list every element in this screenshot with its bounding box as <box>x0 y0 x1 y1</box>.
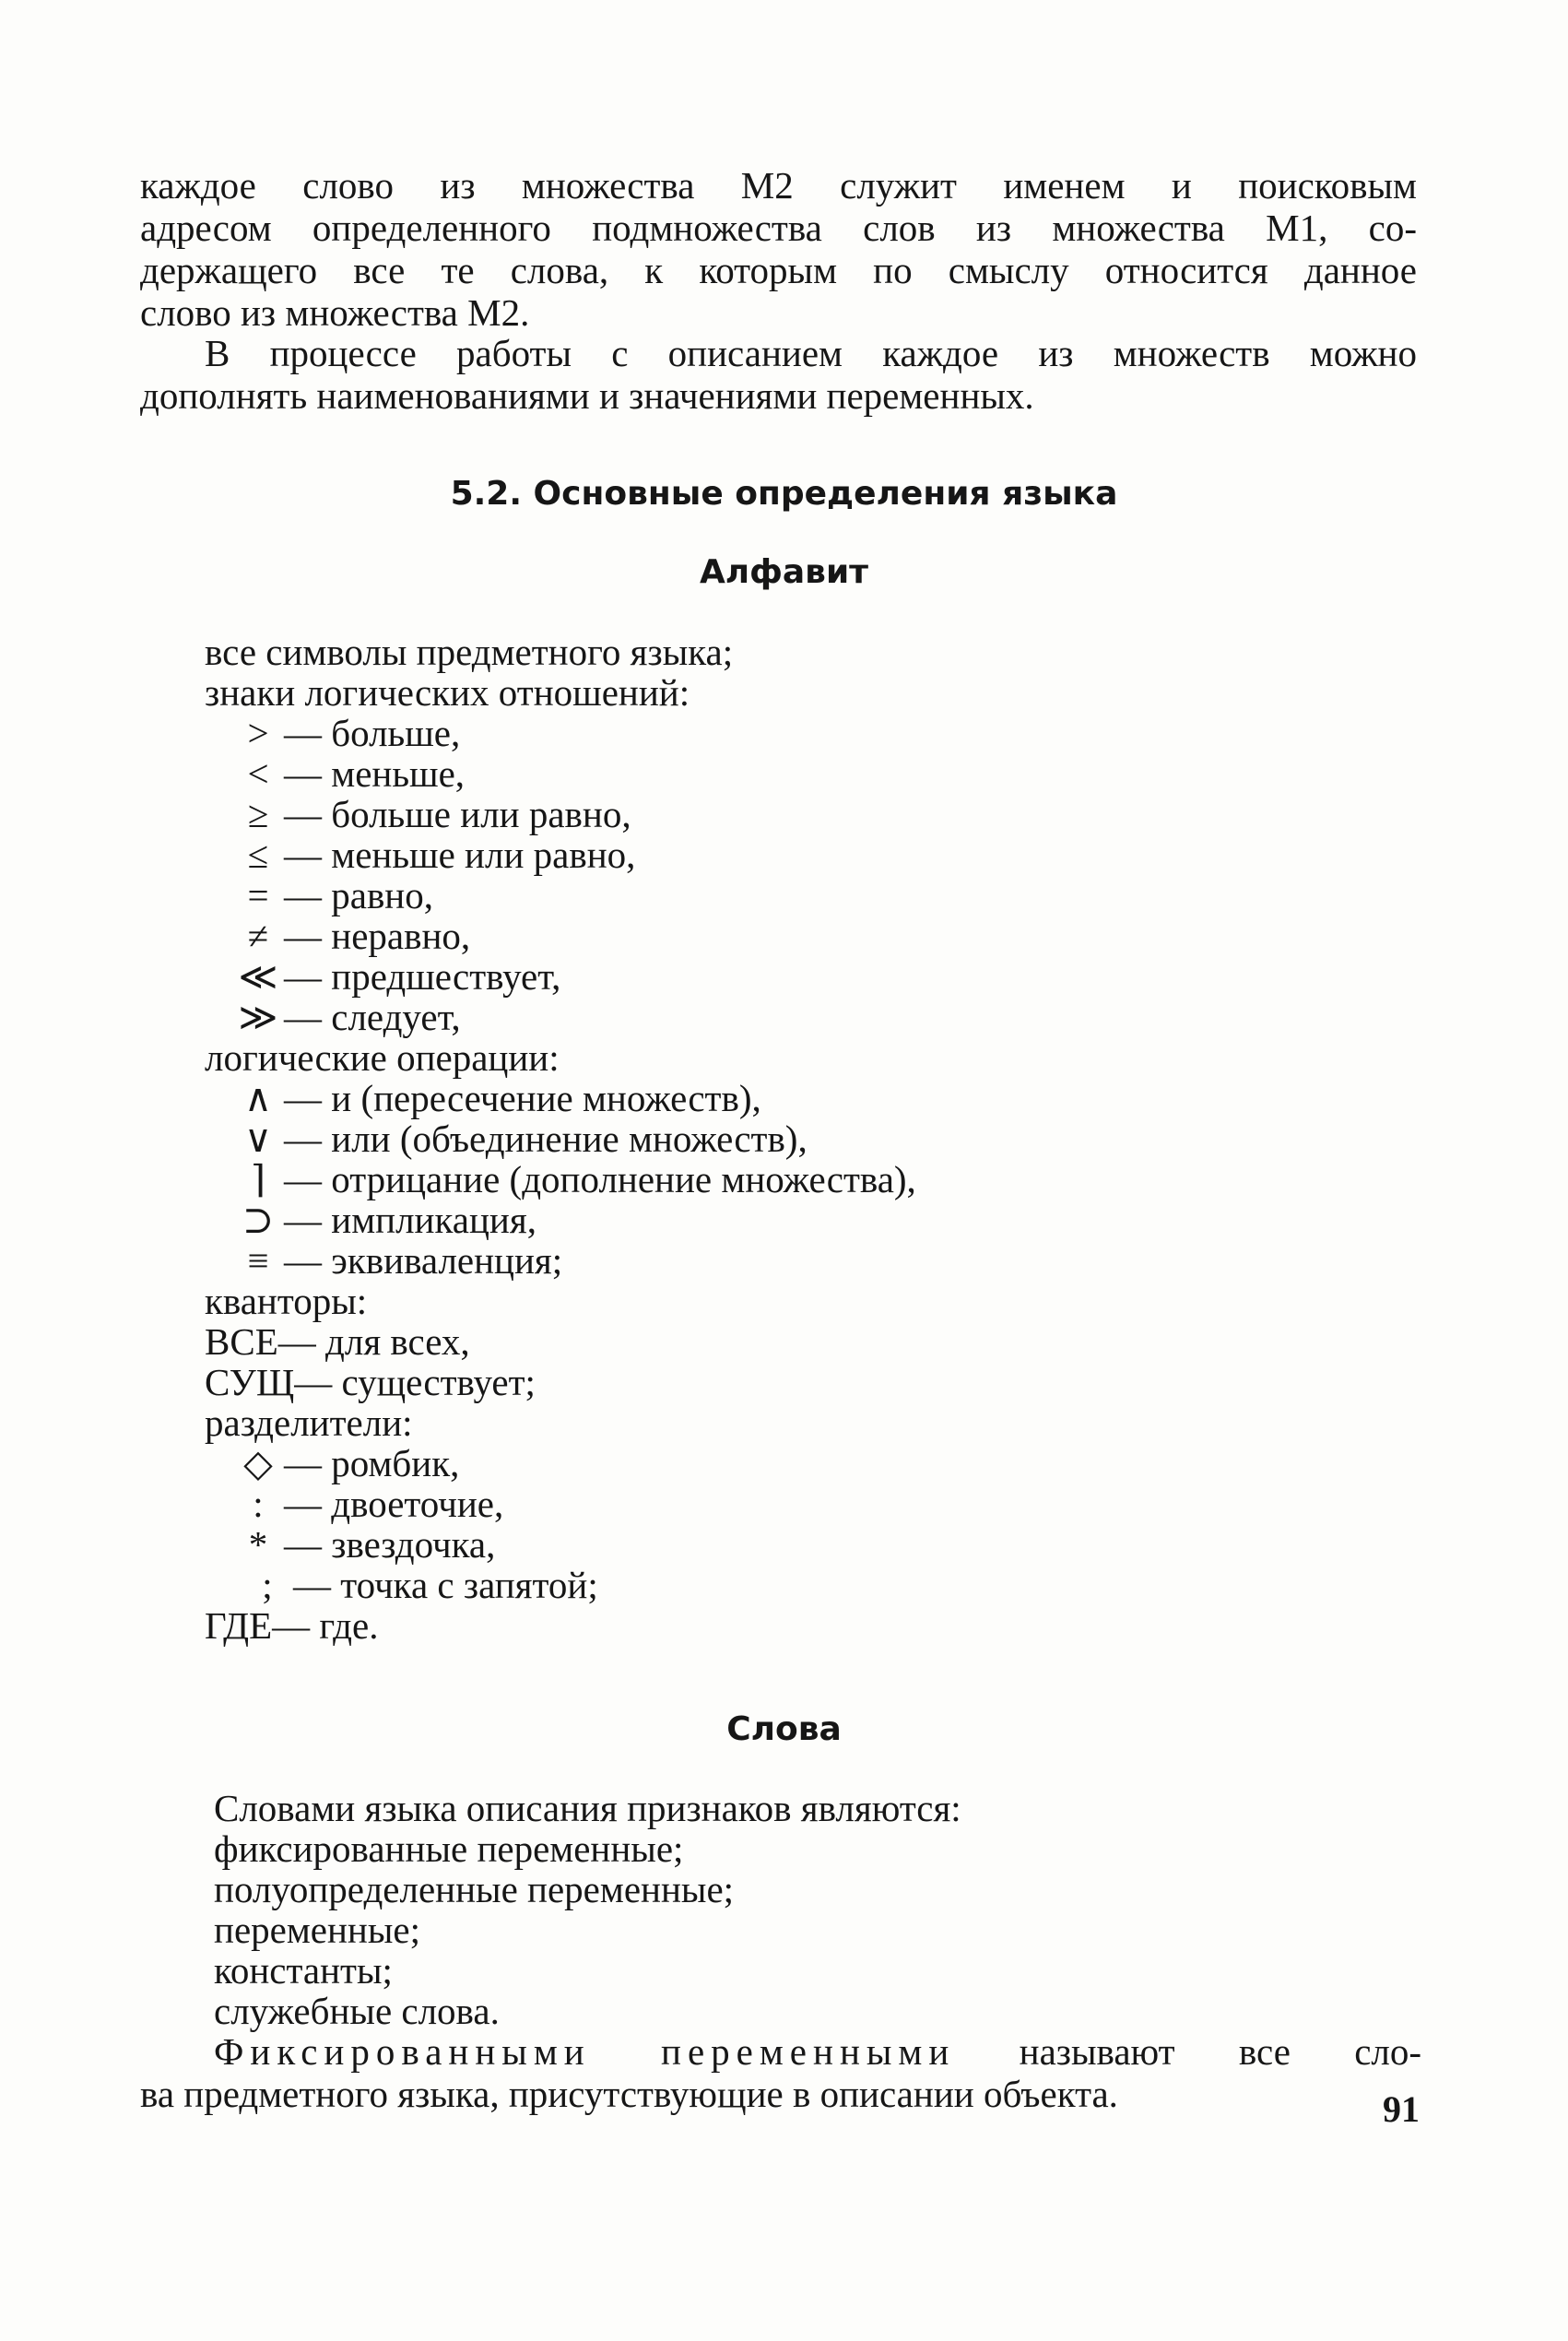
text-line: ва предметного языка, присутствующие в описании объекта. <box>140 2073 1118 2115</box>
quantifier-item <box>205 1361 536 1403</box>
relation-item <box>232 996 461 1038</box>
words-item: служебные слова. <box>214 1990 500 2032</box>
relation-text: — больше, <box>284 712 461 754</box>
words-item: константы; <box>214 1949 393 1992</box>
operation-item <box>232 1199 536 1241</box>
relation-text: — меньше или равно, <box>284 834 636 876</box>
relation-item <box>232 712 460 754</box>
text-line: слово из множества М2. <box>140 291 530 334</box>
page-number: 91 <box>1383 2088 1420 2130</box>
equal-symbol: = <box>247 874 269 916</box>
asterisk-symbol: * <box>248 1523 268 1566</box>
relation-text: — неравно, <box>284 915 471 957</box>
operations-label: логические операции: <box>205 1036 560 1079</box>
defined-term: Фиксированными переменными <box>214 2030 956 2073</box>
or-symbol: ∨ <box>243 1117 272 1160</box>
precedes-symbol: ≪ <box>238 955 278 998</box>
operation-item <box>232 1077 761 1119</box>
operation-text: — импликация, <box>284 1199 536 1241</box>
separator-text: — двоеточие, <box>284 1483 504 1525</box>
follows-symbol: ≫ <box>238 996 278 1038</box>
greater-equal-symbol: ≥ <box>247 793 269 835</box>
not-equal-symbol: ≠ <box>247 915 269 957</box>
text-line <box>140 2030 1421 2073</box>
relation-item <box>232 915 470 957</box>
relation-text: — меньше, <box>284 752 466 795</box>
words-item: полуопределенные переменные; <box>214 1868 735 1910</box>
separator-item <box>232 1442 459 1484</box>
definition-text: называют все сло- <box>1019 2030 1422 2073</box>
operation-text: — эквиваленция; <box>284 1239 563 1282</box>
relation-item <box>232 752 465 795</box>
less-symbol: < <box>247 752 269 795</box>
relation-item <box>232 834 635 876</box>
operation-text: — отрицание (дополнение множества), <box>284 1158 916 1200</box>
separators-label: разделители: <box>205 1401 413 1444</box>
text-line: В процессе работы с описанием каждое из множеств можно <box>205 332 1417 374</box>
separator-text: — звездочка, <box>284 1523 496 1566</box>
separator-item <box>232 1483 503 1525</box>
relation-text: — больше или равно, <box>284 793 631 835</box>
relation-item <box>232 955 560 998</box>
relation-item <box>232 874 433 916</box>
separator-item <box>242 1564 598 1606</box>
text-line: адресом определенного подмножества слов из множества М1, со- <box>140 207 1417 249</box>
words-item: переменные; <box>214 1909 420 1951</box>
operation-text: — или (объединение множеств), <box>284 1117 808 1160</box>
quantifiers-label: кванторы: <box>205 1280 368 1322</box>
quantifier-item <box>205 1320 470 1363</box>
intro-paragraph-1 <box>140 164 1417 334</box>
operation-text: — и (пересечение множеств), <box>284 1077 761 1119</box>
where-word: ГДЕ <box>205 1604 273 1647</box>
separator-item <box>232 1523 495 1566</box>
words-intro: Словами языка описания признаков являются: <box>214 1787 961 1829</box>
quantifier-text: — для всех, <box>277 1320 470 1363</box>
alphabet-heading: Алфавит <box>699 553 869 591</box>
relation-item <box>232 793 631 835</box>
text-line: держащего все те слова, к которым по смыслу относится данное <box>140 249 1417 291</box>
intro-paragraph-2 <box>140 332 1417 417</box>
text-line: дополнять наименованиями и значениями переменных. <box>140 374 1034 417</box>
relation-text: — следует, <box>284 996 461 1038</box>
diamond-symbol: ◇ <box>243 1442 273 1484</box>
and-symbol: ∧ <box>243 1077 272 1119</box>
operation-item <box>232 1117 808 1160</box>
quantifier-word: СУЩ <box>205 1361 295 1403</box>
implication-symbol: ⊃ <box>242 1199 275 1241</box>
where-text: — где. <box>272 1604 379 1647</box>
alphabet-all-symbols: все символы предметного языка; <box>205 631 734 673</box>
negation-symbol: ⌉ <box>251 1158 265 1200</box>
quantifier-word: ВСЕ <box>205 1320 278 1363</box>
semicolon-symbol: ; <box>262 1564 273 1606</box>
section-heading: 5.2. Основные определения языка <box>450 475 1118 513</box>
words-item: фиксированные переменные; <box>214 1827 684 1870</box>
operation-item <box>232 1239 562 1282</box>
equivalence-symbol: ≡ <box>247 1239 269 1282</box>
text-line: каждое слово из множества М2 служит именем и поисковым <box>140 164 1417 207</box>
relation-text: — равно, <box>284 874 433 916</box>
words-heading: Слова <box>726 1710 842 1748</box>
quantifier-text: — существует; <box>294 1361 536 1403</box>
where-item <box>205 1604 378 1647</box>
greater-symbol: > <box>247 712 269 754</box>
separator-text: — точка с запятой; <box>293 1564 598 1606</box>
operation-item <box>232 1158 916 1200</box>
less-equal-symbol: ≤ <box>247 834 269 876</box>
relation-text: — предшествует, <box>284 955 561 998</box>
colon-symbol: : <box>253 1483 264 1525</box>
separator-text: — ромбик, <box>284 1442 460 1484</box>
definition-paragraph <box>140 2030 1421 2115</box>
relations-label: знаки логических отношений: <box>205 671 690 714</box>
